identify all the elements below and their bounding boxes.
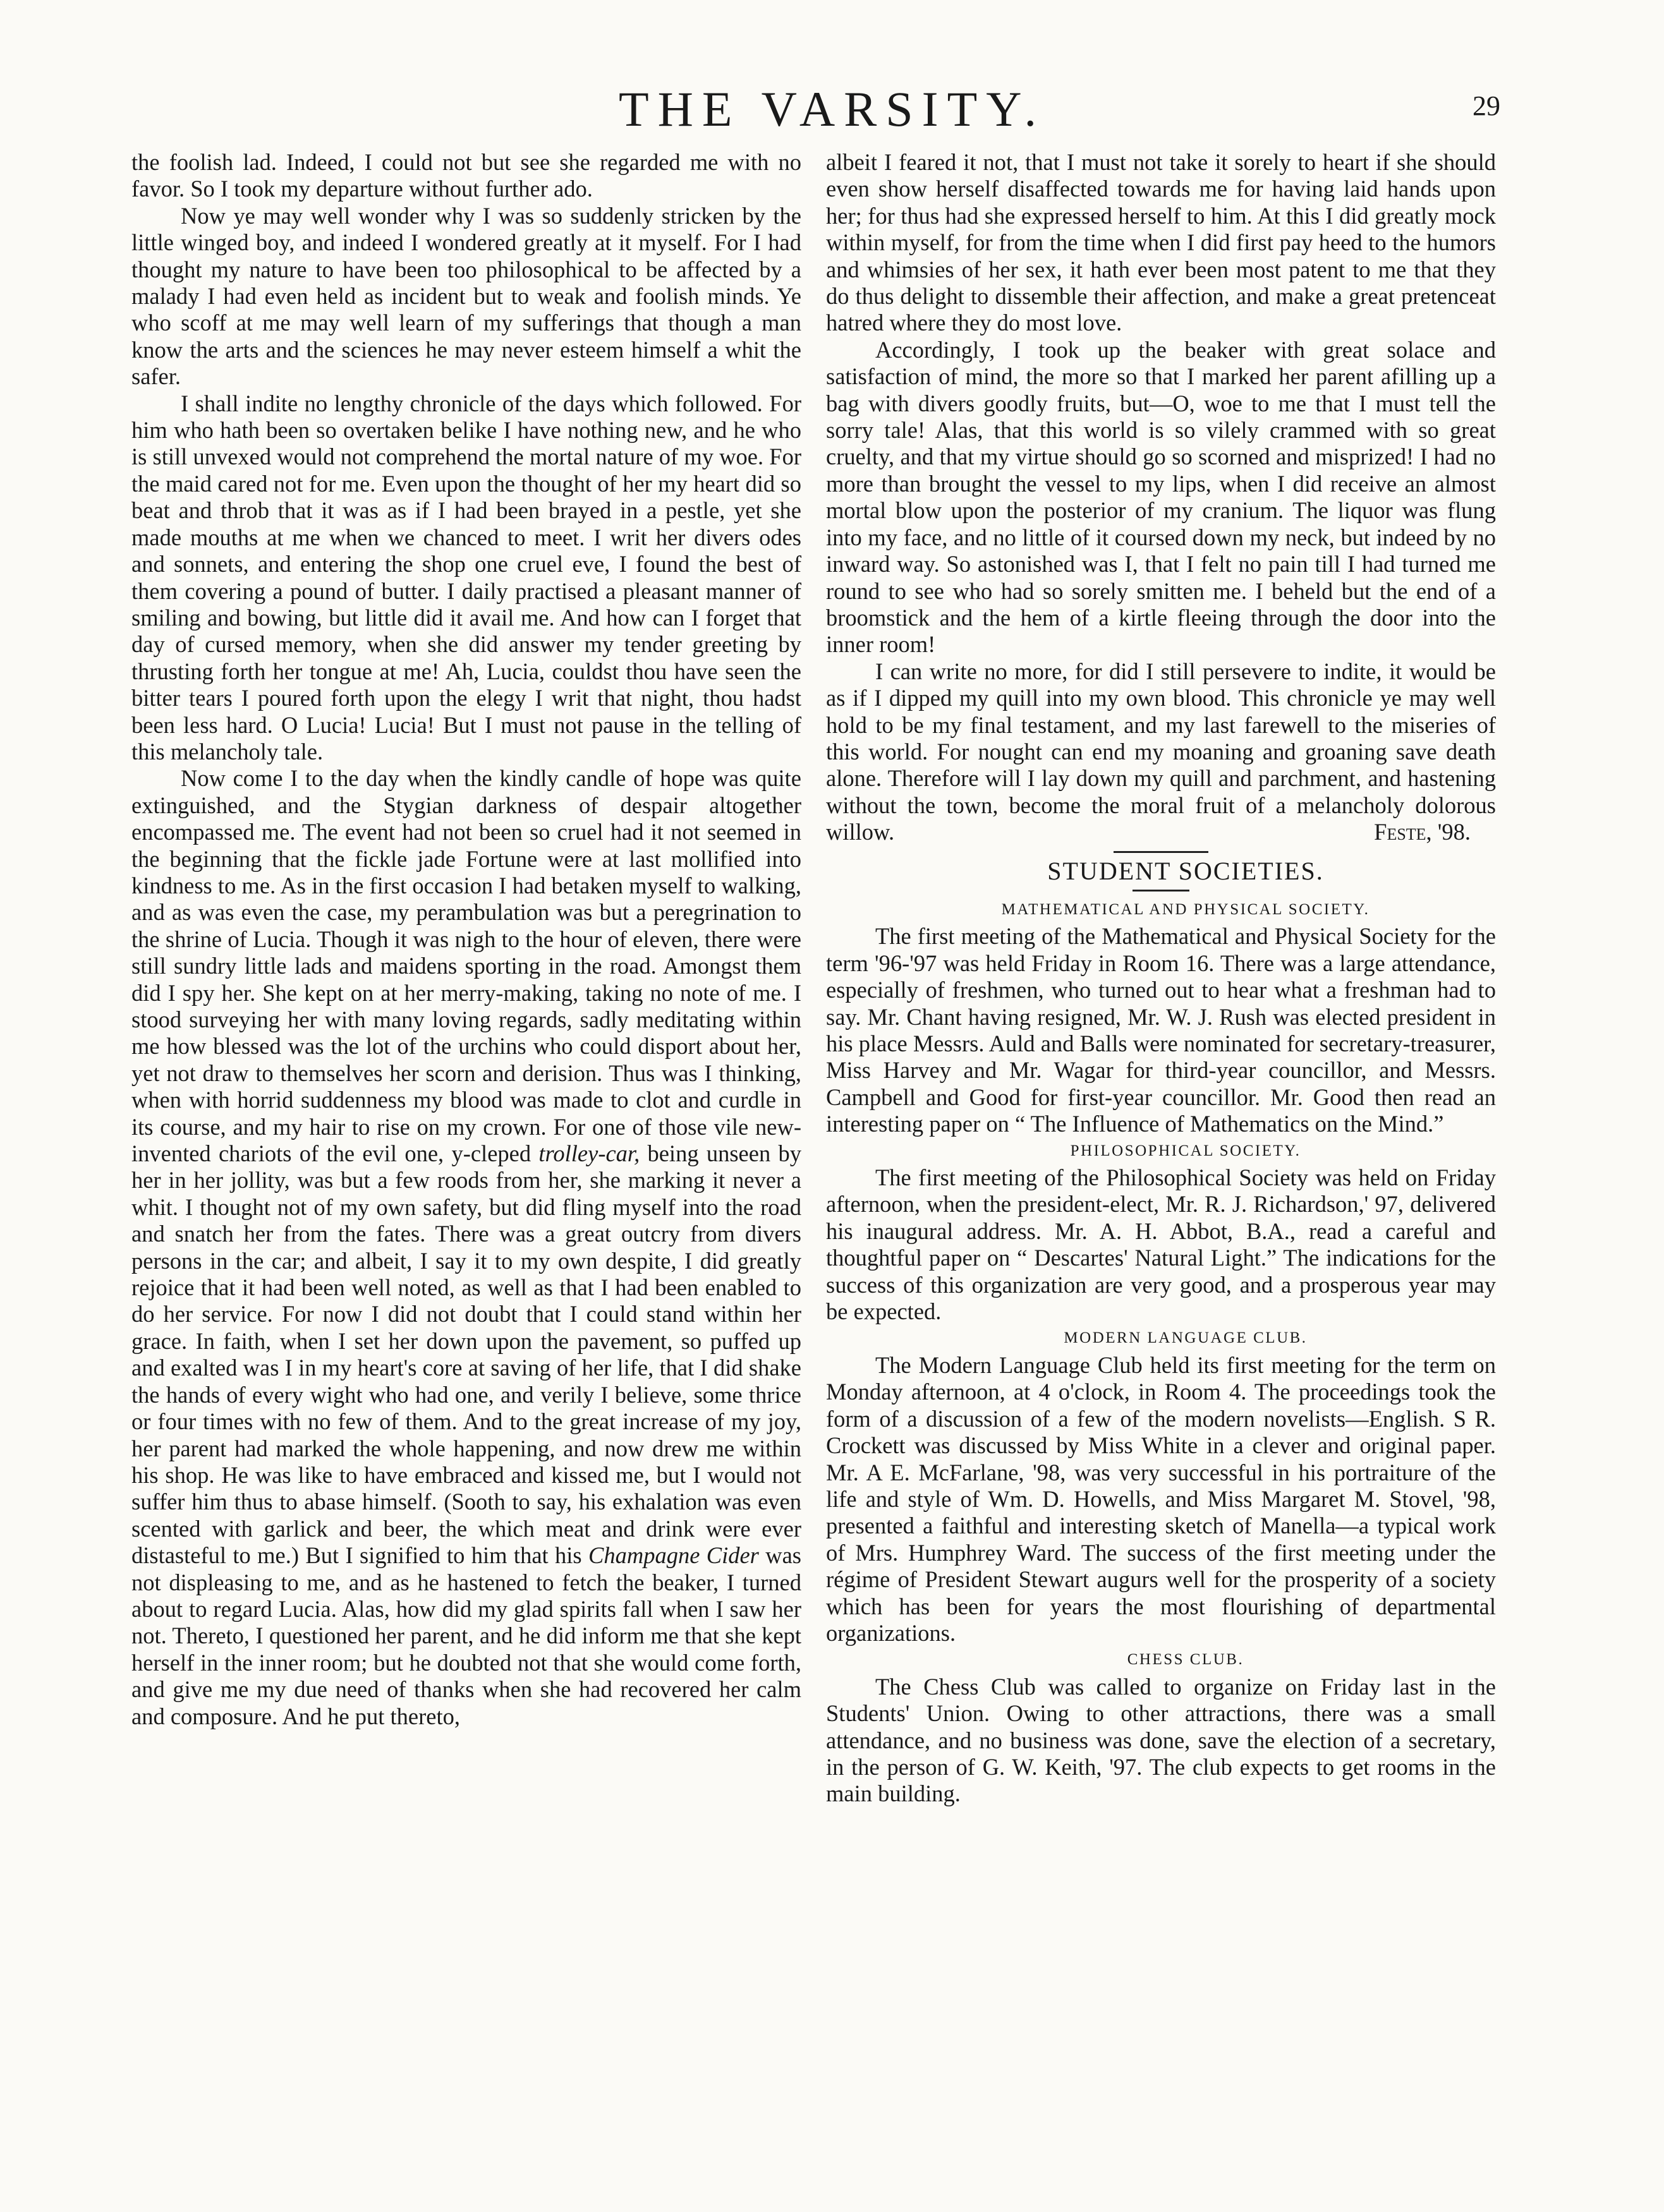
page-number: 29 — [1473, 90, 1500, 121]
divider-rule — [1133, 890, 1189, 891]
paragraph — [131, 765, 801, 1730]
left-column — [131, 149, 801, 1730]
right-column — [826, 149, 1496, 1808]
paragraph-text: Now come I to the day when the kindly candle of hope was quite extinguished, and the Stygian darkness of despair altogether encompassed me. The event had not been so cruel had it not seemed in the beginning that the fickle jade Fortune were at last mollified into kindness to me. As in the first occasion I had betaken myself to walking, and as was even the case, my perambulation was but a peregrination to the shrine of Lucia. Though it was nigh to the hour of eleven, there were still sundry little lads and maidens sporting in the road. Amongst them did I spy her. She kept on at her merry-making, taking no note of me. I stood surveying her with many loving regards, sadly meditating within me how blessed was the lot of the urchins who could disport about her, yet not draw to themselves her scorn and derision. Thus was I thinking, when with horrid suddenness my blood was made to clot and curdle in its course, and my hair to rise on my crown. For one of those vile new-invented chariots of the evil one, y-cleped — [131, 765, 801, 1167]
page-title: THE VARSITY. — [618, 82, 1046, 136]
paragraph — [826, 658, 1496, 846]
paragraph: The first meeting of the Mathematical and Physical Society for the term '96-'97 was held Friday in Room 16. There was a large attendance, especially of freshmen, who turned out to hear what a freshman had to say. Mr. Chant having resigned, Mr. W. J. Rush was elected president in his place Messrs. Auld and Balls were nominated for secretary-treasurer, Miss Harvey and Mr. Wagar for third-year councillor, and Messrs. Campbell and Good for first-year councillor. Mr. Good then read an interesting paper on “ The Influence of Mathematics on the Mind.” — [826, 923, 1496, 1137]
author-signoff: Feste, '98. — [1374, 819, 1471, 845]
paragraph: the foolish lad. Indeed, I could not but see she regarded me with no favor. So I took my departure without further ado. — [131, 149, 801, 202]
society-heading: CHESS CLUB. — [1127, 1651, 1244, 1669]
paragraph-text: being unseen by her in her jollity, was but a few roods from her, she marking it never a whit. I thought not of my own safety, but did fling myself into the road and snatch her from the fates. There was a great outcry from divers persons in the car; and albeit, I say it to my own despite, I did greatly rejoice that it had been well noted, as well as that I had been enabled to do her service. For now I did not doubt that I could stand within her grace. In faith, when I set her down upon the pavement, so puffed up and exalted was I in my heart's core at saving of her life, that I did shake the hands of every wight who had one, and verily I believe, some thrice or four times with no few of them. And to the great increase of my joy, her parent had marked the whole happening, and now drew me within his shop. He was like to have embraced and kissed me, but I would not suffer him thus to abase himself. (Sooth to say, his exhalation was even scented with garlick and beer, the which meat and drink were ever distasteful to me.) But I signified to him that his — [131, 1140, 801, 1569]
paragraph-text: I can write no more, for did I still persevere to indite, it would be as if I dipped my quill into my own blood. This chronicle ye may well hold to be my final testament, and my last farewell to the miseries of this world. For nought can end my moaning and groaning save death alone. Therefore will I lay down my quill and parchment, and hastening without the town, become the moral fruit of a melancholy dolorous willow. — [826, 658, 1496, 845]
emphasis-text: Champagne Cider — [588, 1542, 759, 1569]
emphasis-text: trolley-car, — [538, 1140, 640, 1167]
section-title: STUDENT SOCIETIES. — [1047, 856, 1324, 885]
paragraph-text: was not displeasing to me, and as he hastened to fetch the beaker, I turned about to regard Lucia. Alas, how did my glad spirits fall when I saw her not. Thereto, I questioned her parent, and he did inform me that she kept herself in the inner room; but he doubted not that she would come forth, and give me my due need of thanks when she had recovered her calm and composure. And he put thereto, — [131, 1542, 802, 1729]
paragraph: Accordingly, I took up the beaker with great solace and satisfaction of mind, the more so that I marked her parent afilling up a bag with divers goodly fruits, but—O, woe to me that I must tell the sorry tale! Alas, that this world is so vilely crammed with so great cruelty, and that my virtue should go so scorned and misprized! I had no more than brought the vessel to my lips, when I did receive an almost mortal blow upon the posterior of my cranium. The liquor was flung into my face, and no little of it coursed down my neck, but indeed by no inward way. So astonished was I, that I felt no pain till I had turned me round to see who had so sorely smitten me. I beheld but the end of a broomstick and the hem of a kirtle fleeing through the door into the inner room! — [826, 336, 1496, 658]
paragraph: Now ye may well wonder why I was so suddenly stricken by the little winged boy, and indeed I wondered greatly at it myself. For I had thought my nature to have been too philosophical to be affected by a malady I had even held as incident but to weak and foolish minds. Ye who scoff at me may well learn of my sufferings that though a man know the arts and the sciences he may never esteem himself a whit the safer. — [131, 202, 801, 390]
paragraph: The Chess Club was called to organize on Friday last in the Students' Union. Owing to other attractions, there was a small attendance, and no business was done, save the election of a secretary, in the person of G. W. Keith, '97. The club expects to get rooms in the main building. — [826, 1673, 1496, 1807]
paragraph: The Modern Language Club held its first meeting for the term on Monday afternoon, at 4 o'clock, in Room 4. The proceedings took the form of a discussion of a few of the modern novelists—English. S R. Crockett was discussed by Miss White in a clever and original paper. Mr. A E. McFarlane, '98, was very successful in his portraiture of the life and style of Wm. D. Howells, and Miss Margaret M. Stovel, '98, presented a faithful and interesting sketch of Manella—a typical work of Mrs. Humphrey Ward. The success of the first meeting under the régime of President Stewart augurs well for the prosperity of a society which has been for years the most flourishing of departmental organizations. — [826, 1351, 1496, 1646]
society-heading: MODERN LANGUAGE CLUB. — [1064, 1329, 1308, 1347]
paragraph: albeit I feared it not, that I must not take it sorely to heart if she should even show herself disaffected towards me for having laid hands upon her; for thus had she expressed herself to him. At this I did greatly mock within myself, for from the time when I did first pay heed to the humors and whimsies of her sex, it hath ever been most patent to me that they do thus delight to dissemble their affection, and make a great pretenceat hatred where they do most love. — [826, 149, 1496, 336]
society-heading: MATHEMATICAL AND PHYSICAL SOCIETY. — [1001, 900, 1370, 918]
divider-rule — [1114, 851, 1208, 853]
paragraph: The first meeting of the Philosophical Society was held on Friday afternoon, when the president-elect, Mr. R. J. Richardson,' 97, delivered his inaugural address. Mr. A. H. Abbot, B.A., read a careful and thoughtful paper on “ Descartes' Natural Light.” The indications for the success of this organization are very good, and a prosperous year may be expected. — [826, 1164, 1496, 1325]
society-heading: PHILOSOPHICAL SOCIETY. — [1070, 1142, 1301, 1159]
paragraph: I shall indite no lengthy chronicle of the days which followed. For him who hath been so overtaken belike I have nothing new, and he who is still unvexed would not comprehend the mortal nature of my woe. For the maid cared not for me. Even upon the thought of her my heart did so beat and throb that it was as if I had been brayed in a pestle, yet she made mouths at me when we chanced to meet. I writ her divers odes and sonnets, and entering the shop one cruel eve, I found the best of them covering a pound of butter. I daily practised a pleasant manner of smiling and bowing, but little did it avail me. And how can I forget that day of cursed memory, when she did answer my tender greeting by thrusting forth her tongue at me! Ah, Lucia, couldst thou have seen the bitter tears I poured forth upon the elegy I writ that night, thou hadst been less hard. O Lucia! Lucia! But I must not pause in the telling of this melancholy tale. — [131, 390, 801, 765]
